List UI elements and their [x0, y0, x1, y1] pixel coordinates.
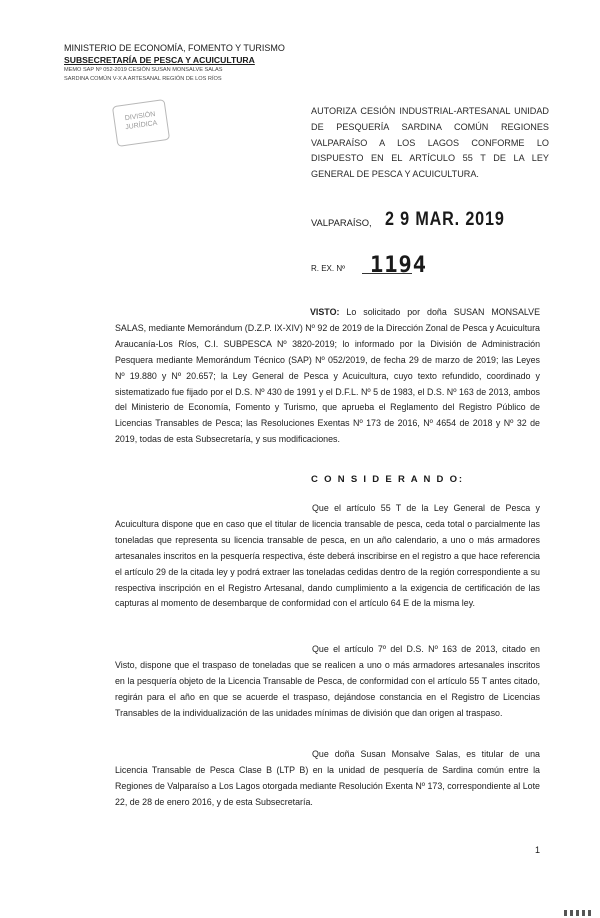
subsecretaria-name: SUBSECRETARÍA DE PESCA Y ACUICULTURA [64, 54, 255, 65]
considerando-heading: C O N S I D E R A N D O: [311, 474, 464, 485]
stamp-line-2: JURÍDICA [124, 119, 158, 132]
considerando-paragraph-2 [115, 642, 540, 722]
rex-number: 1194 [370, 253, 427, 278]
place-label: VALPARAÍSO, [311, 217, 372, 228]
stamp-border-icon [109, 96, 173, 150]
rex-label: R. EX. Nº [311, 264, 346, 273]
reference-line-2: SARDINA COMÚN V-X A ARTESANAL REGIÓN DE LOS RÍOS [64, 76, 222, 82]
visto-text: Lo solicitado por doña SUSAN MONSALVE SALAS, mediante Memorándum (D.Z.P. IX-XIV) Nº 92 de 2019 de la Dirección Zonal de Pesca y Acuicultura Araucanía-Los Ríos, C.I. SUBPESCA Nº 3820-2019; lo informado por la División de Administración Pesquera mediante Memorándum Técnico (SAP) Nº 052/2019, de fecha 29 de marzo de 2019; las Leyes Nº 19.880 y Nº 20.657; la Ley General de Pesca y Acuicultura, cuyo texto refundido, coordinado y sistematizado fue fijado por el D.S. Nº 430 de 1991 y el D.F.L. Nº 5 de 1983, el D.S. Nº 163 de 2013, ambos del Ministerio de Economía, Fomento y Turismo, que aprueba el Reglamento del Registro Público de Licencias Transables de Pesca; las Resoluciones Exentas Nº 173 de 2016, Nº 4654 de 2018 y Nº 32 de 2019, todas de esta Subsecretaría, y sus modificaciones. [115, 307, 540, 445]
document-header [64, 43, 304, 84]
visto-paragraph [115, 305, 540, 448]
stamp-line-1: DIVISIÓN [124, 110, 156, 123]
paragraph-2-text: Que el artículo 7º del D.S. Nº 163 de 2013, citado en Visto, dispone que el traspaso de toneladas que se realicen a uno o más armadores artesanales inscritos en la pesquería objeto de la Licencia Transable de Pesca, de conformidad con el artículo 55 T antes citado, regirán para el año en que se acuerde el traspaso, dejándose constancia en el Registro de Licencias Transables de la individualización de las unidades mínimas de división que dan origen al traspaso. [115, 644, 540, 718]
reference-line-1: MEMO SAP Nº 052-2019 CESIÓN SUSAN MONSALVE SALAS [64, 67, 223, 73]
ministry-name: MINISTERIO DE ECONOMÍA, FOMENTO Y TURISMO [64, 43, 285, 53]
resolution-title: AUTORIZA CESIÓN INDUSTRIAL-ARTESANAL UNIDAD DE PESQUERÍA SARDINA COMÚN REGIONES VALPARAÍSO A LOS LAGOS CONFORME LO DISPUESTO EN EL ARTÍCULO 55 T DE LA LEY GENERAL DE PESCA Y ACUICULTURA. [311, 106, 549, 180]
paragraph-1-text: Que el artículo 55 T de la Ley General de Pesca y Acuicultura dispone que en caso que el titular de licencia transable de pesca, ceda total o parcialmente las toneladas que representa su licencia transable de pesca, en un año calendario, a uno o más armadores artesanales inscritos en la pesquería respectiva, éste deberá inscribirse en el registro a que hace referencia el artículo 29 de la citada ley y podrá extraer las toneladas cedidas dentro de la región correspondiente a su respectiva inscripción en el Registro Artesanal, dando cumplimiento a la exigencia de certificación de las capturas al momento de desembarque de conformidad con el artículo 64 E de la misma ley. [115, 503, 540, 609]
division-stamp [109, 96, 173, 150]
scan-corner-mark-icon [560, 905, 600, 918]
paragraph-3-text: Que doña Susan Monsalve Salas, es titular de una Licencia Transable de Pesca Clase B (LTP B) en la unidad de pesquería de Sardina común entre la Regiones de Valparaíso a Los Lagos otorgada mediante Resolución Exenta Nº 173, correspondiente al Lote 22, de 28 de enero 2016, y de esta Subsecretaría. [115, 749, 540, 807]
visto-label: VISTO: [310, 307, 340, 317]
page-number: 1 [535, 845, 541, 855]
resolution-date: 2 9 MAR. 2019 [385, 209, 505, 230]
considerando-paragraph-3 [115, 747, 540, 811]
considerando-paragraph-1 [115, 501, 540, 612]
rex-underline [362, 273, 412, 274]
